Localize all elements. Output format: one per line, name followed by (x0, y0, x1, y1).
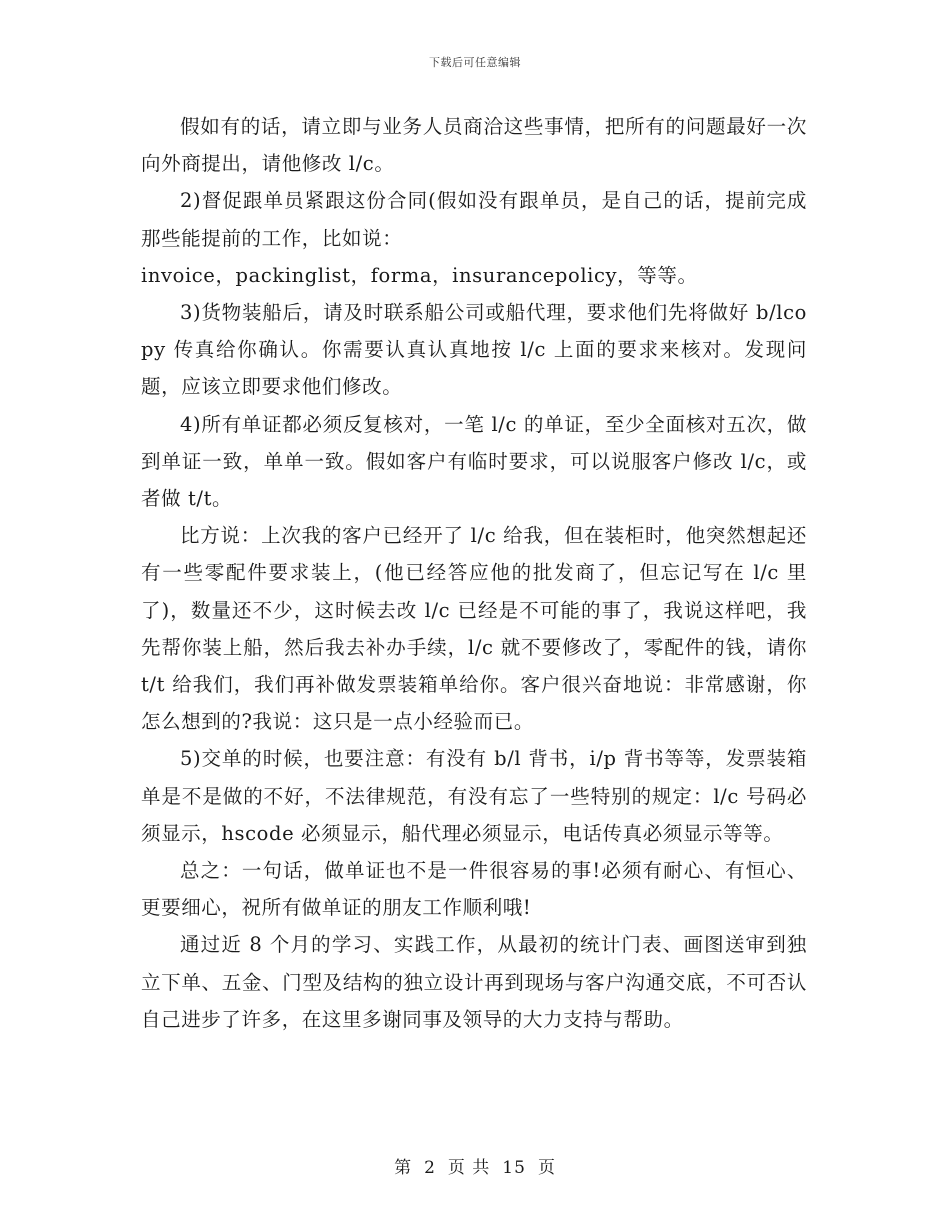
document-body (141, 108, 807, 1038)
footer-prefix: 第 (394, 1158, 413, 1178)
paragraph-2: 2)督促跟单员紧跟这份合同(假如没有跟单员，是自己的话，提前完成那些能提前的工作，比如说： (141, 189, 807, 250)
footer-total-pages: 15 (502, 1158, 526, 1178)
paragraph-6: 比方说：上次我的客户已经开了 l/c 给我，但在装柜时，他突然想起还有一些零配件要求装上，(他已经答应他的批发商了，但忘记写在 l/c 里了)，数量还不少，这时候去改 l/c 已经是不可能的事了，我说这样吧，我先帮你装上船，然后我去补办手续，l/c 就不要修改了，零配件的钱，请你 t/t 给我们，我们再补做发票装箱单给你。客户很兴奋地说：非常感谢，你怎么想到的?我说：这只是一点小经验而已。 (141, 524, 807, 734)
page-footer (0, 1153, 950, 1178)
paragraph-8: 总之：一句话，做单证也不是一件很容易的事!必须有耐心、有恒心、更要细心，祝所有做单证的朋友工作顺利哦! (141, 859, 807, 920)
paragraph-3: invoice，packinglist，forma，insurancepolicy，等等。 (141, 263, 698, 287)
paragraph-9: 通过近 8 个月的学习、实践工作，从最初的统计门表、画图送审到独立下单、五金、门型及结构的独立设计再到现场与客户沟通交底，不可否认自己进步了许多，在这里多谢同事及领导的大力支持与帮助。 (141, 933, 807, 1031)
page-header: 下载后可任意编辑 (429, 56, 521, 69)
footer-middle: 页 共 (447, 1158, 491, 1178)
footer-suffix: 页 (537, 1158, 556, 1178)
paragraph-4: 3)货物装船后，请及时联系船公司或船代理，要求他们先将做好 b/lcopy 传真给你确认。你需要认真认真地按 l/c 上面的要求来核对。发现问题，应该立即要求他们修改。 (141, 301, 807, 399)
paragraph-5: 4)所有单证都必须反复核对，一笔 l/c 的单证，至少全面核对五次，做到单证一致，单单一致。假如客户有临时要求，可以说服客户修改 l/c，或者做 t/t。 (141, 412, 807, 511)
paragraph-1: 假如有的话，请立即与业务人员商洽这些事情，把所有的问题最好一次向外商提出，请他修改 l/c。 (141, 115, 807, 176)
footer-page-number: 2 (424, 1158, 436, 1178)
paragraph-7: 5)交单的时候，也要注意：有没有 b/l 背书，i/p 背书等等，发票装箱单是不是做的不好，不法律规范，有没有忘了一些特别的规定：l/c 号码必须显示，hscode 必须显示，船代理必须显示，电话传真必须显示等等。 (141, 747, 807, 845)
